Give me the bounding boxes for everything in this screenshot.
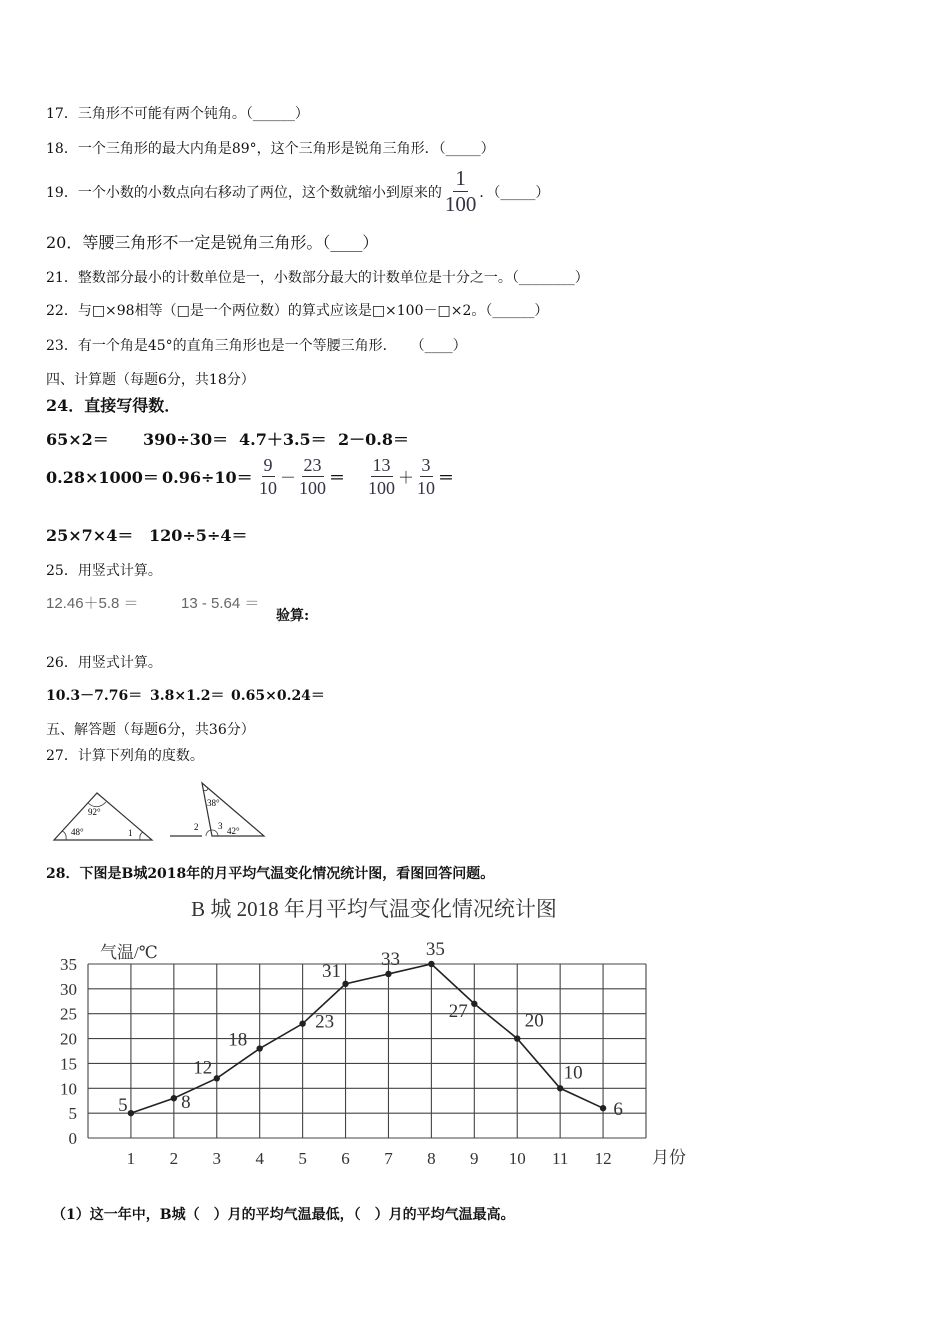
data-point [471,1001,477,1007]
fraction-one-hundredth: $\frac{1}{100}$ [444,166,477,216]
calc-item: 25×7×4＝ [46,526,134,545]
equals-sign: ＝ [438,468,455,487]
chart-title: B 城 2018 年月平均气温变化情况统计图 [191,897,557,921]
y-tick-label: 15 [60,1054,77,1074]
x-tick-label: 9 [470,1149,479,1168]
data-point [171,1095,177,1101]
y-tick-label: 35 [60,955,77,974]
question-21: 21．整数部分最小的计数单位是一，小数部分最大的计数单位是十分之一。（________） [46,270,589,286]
tri2-top-angle: 38° [207,798,220,808]
vertical-calc-2: 13 - 5.64 ＝ [181,595,260,612]
section-5-title: 五、解答题（每题6分，共36分） [46,722,255,738]
calc-item: 0.96÷10＝ [162,468,253,487]
calc-item: 3.8×1.2＝ [150,688,225,704]
x-tick-label: 5 [298,1149,307,1168]
question-28-part-1: （1）这一年中，B城（ ）月的平均气温最低，（ ）月的平均气温最高。 [52,1207,515,1223]
data-label: 35 [425,939,445,960]
question-28-title: 28．下图是B城2018年的月平均气温变化情况统计图，看图回答问题。 [46,866,495,882]
chart-grid [88,964,646,1138]
y-tick-label: 0 [68,1129,77,1148]
question-19-text: 19．一个小数的小数点向右移动了两位，这个数就缩小到原来的 [46,184,442,201]
x-tick-label: 10 [508,1149,526,1168]
question-19 [46,168,549,215]
check-label: 验算: [276,608,310,624]
question-24-title: 24．直接写得数． [46,396,181,415]
y-tick-label: 10 [60,1079,77,1099]
temperature-line-chart [40,888,720,1178]
data-point [600,1105,606,1111]
data-label: 20 [524,1010,544,1032]
calc-row-3 [46,523,247,546]
data-label: 23 [315,1011,335,1033]
temperature-series [118,939,623,1120]
tri2-angle-42: 42° [227,826,240,836]
x-tick-label: 12 [594,1149,612,1168]
data-label: 27 [448,1000,468,1022]
y-tick-label: 30 [60,979,77,999]
y-axis-label: 气温/℃ [100,943,158,962]
question-27-title: 27．计算下列角的度数。 [46,748,204,764]
question-20: 20．等腰三角形不一定是锐角三角形。（____） [46,233,379,252]
y-tick-label: 5 [68,1104,77,1124]
x-tick-label: 7 [384,1149,393,1168]
data-label: 12 [193,1057,213,1079]
question-19-suffix: ．（_____） [479,184,550,201]
x-tick-label: 4 [255,1149,264,1168]
question-25-title: 25．用竖式计算。 [46,563,162,579]
question-17: 17．三角形不可能有两个钝角。（______） [46,106,309,122]
tri2-angle-3: 3 [218,821,223,831]
x-tick-label: 11 [551,1149,569,1168]
calc-row-2 [46,456,454,497]
vertical-calc-1: 12.46＋5.8 ＝ [46,595,139,612]
x-tick-label: 3 [212,1149,222,1168]
tri2-angle-2: 2 [194,822,199,832]
x-axis-label: 月份 [652,1148,686,1167]
calc-row-1 [46,427,409,450]
calc-item: 4.7＋3.5＝ [239,430,327,449]
calc-item: 390÷30＝ [143,430,229,449]
x-tick-label: 8 [427,1149,436,1168]
question-23: 23．有一个角是45°的直角三角形也是一个等腰三角形． （____） [46,338,467,354]
tri1-top-angle: 92° [88,807,101,817]
calc-item: 120÷5÷4＝ [149,526,248,545]
triangle-figures [50,778,280,844]
data-point [428,961,434,967]
calc-item: 10.3－7.76＝ [46,688,143,704]
data-point [128,1110,134,1116]
plus-sign: ＋ [398,468,415,487]
triangle-2 [170,783,264,836]
data-label: 6 [613,1099,623,1121]
data-label: 33 [380,948,400,970]
data-point [557,1085,563,1091]
data-point [214,1075,220,1081]
data-label: 10 [563,1062,583,1084]
question-22: 22．与□×98相等（□是一个两位数）的算式应该是□×100－□×2。（______） [46,303,549,319]
question-25-expressions [46,592,310,624]
data-label: 8 [181,1092,191,1114]
tri1-left-angle: 48° [71,827,84,837]
calc-item: 2－0.8＝ [338,430,409,449]
fraction-13-100: $\frac{13}{100}$ [368,455,396,498]
tri1-right-angle: 1 [128,828,133,838]
triangle-1 [54,793,152,840]
data-point [514,1035,520,1041]
calc-item: 65×2＝ [46,430,109,449]
data-point [342,981,348,987]
question-18: 18．一个三角形的最大内角是89°，这个三角形是锐角三角形．（_____） [46,141,495,157]
question-26-row [46,685,325,705]
y-tick-labels [60,955,77,1148]
section-4-title: 四、计算题（每题6分，共18分） [46,372,255,388]
equals-sign: ＝ [329,468,346,487]
x-tick-label: 6 [341,1149,350,1168]
question-26-title: 26．用竖式计算。 [46,655,162,671]
data-point [385,971,391,977]
y-tick-label: 20 [60,1029,77,1049]
x-tick-labels [127,1149,612,1168]
data-label: 18 [228,1029,248,1051]
data-point [299,1020,305,1026]
data-label: 31 [322,960,342,982]
calc-item: 0.28×1000＝ [46,468,159,487]
fraction-3-10: $\frac{3}{10}$ [417,455,436,498]
x-tick-label: 1 [126,1149,136,1168]
minus-sign: － [280,468,297,487]
data-label: 5 [118,1095,128,1117]
y-tick-label: 25 [60,1004,77,1024]
x-tick-label: 2 [169,1149,179,1168]
data-point [256,1045,262,1051]
fraction-9-10: $\frac{9}{10}$ [259,455,277,498]
calc-item: 0.65×0.24＝ [231,688,325,704]
fraction-23-100: $\frac{23}{100}$ [299,455,327,498]
